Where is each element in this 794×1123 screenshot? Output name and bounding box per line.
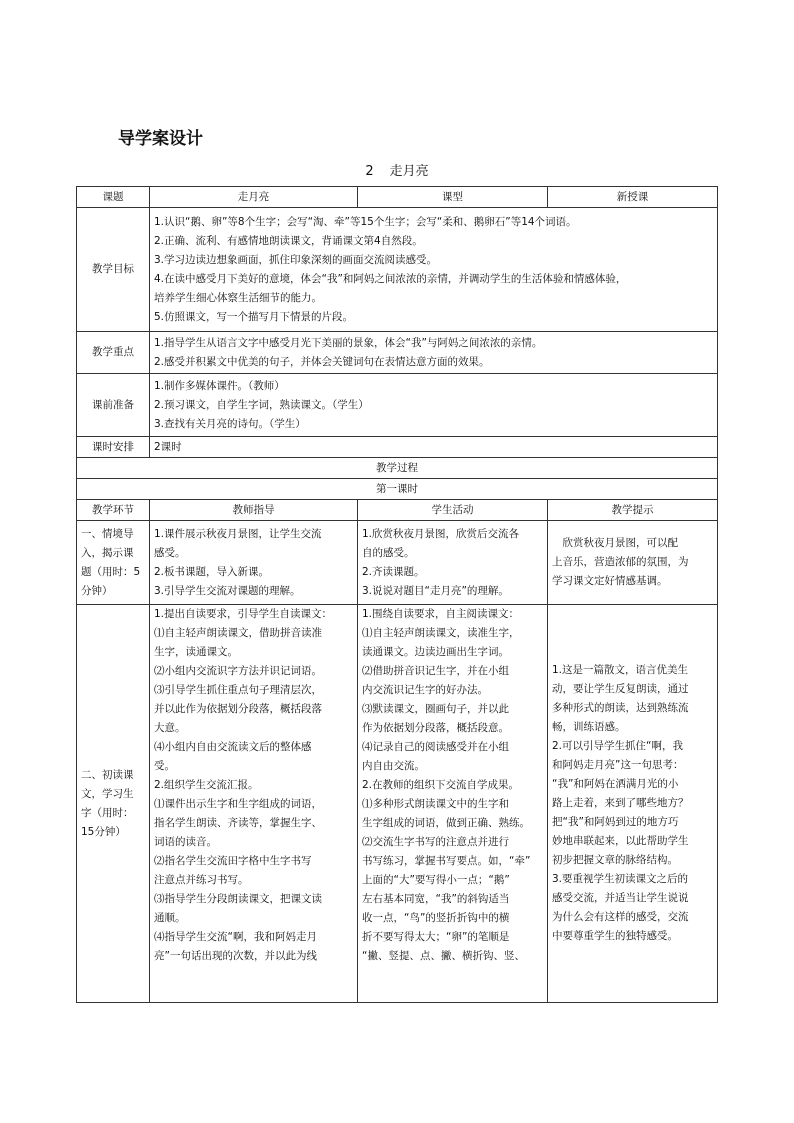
text-line: 4.在读中感受月下美好的意境，体会“我”和阿妈之间浓浓的亲情，并调动学生的生活体验和情感体验，	[154, 272, 627, 285]
text-line: 2.正确、流利、有感情地朗读课文，背诵课文第4自然段。	[154, 234, 423, 247]
step2-teacher	[150, 605, 358, 1003]
text-line: 分钟）	[81, 584, 113, 597]
text-line: 畅，训练语感。	[552, 721, 626, 733]
text-line: 为什么会有这样的感受，交流	[552, 911, 689, 923]
column-header-student: 学生活动	[358, 500, 548, 521]
text-line: 2.板书课题，导入新课。	[154, 565, 270, 578]
text-line: ⑵小组内交流识字方法并识记词语。	[154, 665, 322, 677]
topic-value: 走月亮	[150, 187, 358, 208]
text-line: 5.仿照课文，写一个描写月下情景的片段。	[154, 310, 354, 323]
key-points-row	[77, 332, 718, 374]
text-line: 左右基本同宽，“我”的斜钩适当	[362, 893, 510, 905]
text-line: 1.制作多媒体课件。（教师）	[154, 379, 285, 392]
text-line: ⑴自主轻声朗读课文，借助拼音读准	[154, 627, 322, 639]
text-line: 词语的读音。	[154, 836, 217, 848]
schedule-value: 2课时	[150, 437, 718, 458]
text-line: 中要尊重学生的独特感受。	[552, 930, 678, 942]
text-line: 入，揭示课	[81, 546, 134, 559]
goals-label: 教学目标	[77, 208, 150, 332]
step1-teacher	[150, 521, 358, 605]
column-header-step: 教学环节	[77, 500, 150, 521]
preparation-row	[77, 374, 718, 437]
text-line: 注意点并练习书写。	[154, 874, 249, 886]
lesson-title: 走月亮	[389, 164, 429, 179]
text-line: 3.说说对题目“走月亮”的理解。	[362, 584, 509, 597]
text-line: ⑷记录自己的阅读感受并在小组	[362, 741, 509, 753]
text-line: 1.认识“鹅、卵”等8个生字；会写“淘、牵”等15个生字；会写“柔和、鹅卵石”等14个词语。	[154, 215, 577, 228]
process-heading-row	[77, 458, 718, 479]
text-line: 自的感受。	[362, 546, 415, 559]
text-line: 指名学生朗读、齐读等，掌握生字、	[154, 817, 322, 829]
text-line: 二、初读课	[81, 768, 134, 781]
text-line: “撇、竖提、点、撇、横折钩、竖、	[362, 950, 525, 962]
text-line: 初步把握文章的脉络结构。	[552, 854, 678, 866]
text-line: 3.要重视学生初读课文之后的	[552, 873, 689, 885]
text-line: 3.查找有关月亮的诗句。（学生）	[154, 417, 306, 430]
text-line: 生字组成的词语，做到正确、熟练。	[362, 817, 530, 829]
column-header-row	[77, 500, 718, 521]
text-line: 亮”一句话出现的次数，并以此为线	[154, 950, 317, 962]
text-line: 一、情境导	[81, 527, 134, 540]
text-line: 15分钟）	[81, 825, 126, 838]
schedule-label: 课时安排	[77, 437, 150, 458]
text-line: 题（用时：5	[81, 565, 141, 578]
text-line: 欣赏秋夜月景图，可以配	[552, 537, 678, 549]
text-line: 文，学习生	[81, 787, 134, 800]
text-line: 1.指导学生从语言文字中感受月光下美丽的景象，体会“我”与阿妈之间浓浓的亲情。	[154, 336, 543, 349]
text-line: 收一点，“鸟”的竖折折钩中的横	[362, 912, 510, 924]
text-line: 内自由交流。	[362, 760, 425, 772]
step1-name	[77, 521, 150, 605]
step2-row	[77, 605, 718, 1003]
text-line: “我”和阿妈在洒满月光的小	[552, 778, 679, 790]
text-line: 1.课件展示秋夜月景图，让学生交流	[154, 527, 322, 540]
text-line: 路上走着，来到了哪些地方？	[552, 797, 689, 809]
lesson-heading	[0, 160, 794, 179]
text-line: ⑴多种形式朗读课文中的生字和	[362, 798, 509, 810]
text-line: 作为依据划分段落，概括段意。	[362, 722, 509, 734]
step2-tips	[548, 605, 718, 1003]
text-line: 妙地串联起来，以此帮助学生	[552, 835, 689, 847]
text-line: 2.预习课文，自学生字词，熟读课文。（学生）	[154, 398, 369, 411]
text-line: ⑷小组内自由交流读文后的整体感	[154, 741, 312, 753]
text-line: 书写练习，掌握书写要点。如，“牵”	[362, 855, 531, 867]
lesson-number: 2	[365, 164, 374, 179]
text-line: 受。	[154, 760, 175, 772]
type-label: 课型	[358, 187, 548, 208]
text-line: 2.在教师的组织下交流自学成果。	[362, 779, 520, 791]
text-line: 1.这是一篇散文，语言优美生	[552, 664, 689, 676]
text-line: 通顺。	[154, 912, 186, 924]
text-line: 2.感受并积累文中优美的句子，并体会关键词句在表情达意方面的效果。	[154, 355, 490, 368]
lesson-plan-table	[76, 186, 718, 1003]
text-line: 折不要写得太大；“卵”的笔顺是	[362, 931, 510, 943]
text-line: 1.围绕自读要求，自主阅读课文：	[362, 608, 520, 620]
text-line: ⑵指名学生交流田字格中生字书写	[154, 855, 312, 867]
preparation-content	[150, 374, 718, 437]
text-line: 3.学习边读边想象画面，抓住印象深刻的画面交流阅读感受。	[154, 253, 438, 266]
info-row	[77, 187, 718, 208]
step2-name	[77, 605, 150, 1003]
text-line: 3.引导学生交流对课题的理解。	[154, 584, 301, 597]
period-heading: 第一课时	[77, 479, 718, 500]
text-line: 动，要让学生反复朗读，通过	[552, 683, 689, 695]
step1-row	[77, 521, 718, 605]
text-line: 2.齐读课题。	[362, 565, 425, 578]
text-line: 2.组织学生交流汇报。	[154, 779, 259, 791]
step1-student	[358, 521, 548, 605]
document-title: 导学案设计	[118, 129, 203, 149]
text-line: ⑷指导学生交流“啊，我和阿妈走月	[154, 931, 317, 943]
goals-content	[150, 208, 718, 332]
text-line: ⑶默读课文，圈画句子，并以此	[362, 703, 509, 715]
text-line: 2.可以引导学生抓住“啊，我	[552, 740, 683, 752]
text-line: 把“我”和阿妈到过的地方巧	[552, 816, 679, 828]
text-line: 上音乐，营造浓郁的氛围，为	[552, 556, 689, 568]
topic-label: 课题	[77, 187, 150, 208]
column-header-tips: 教学提示	[548, 500, 718, 521]
text-line: 和阿妈走月亮”这一句思考：	[552, 759, 684, 771]
text-line: 感受。	[154, 546, 186, 559]
text-line: 1.欣赏秋夜月景图，欣赏后交流各	[362, 527, 520, 540]
key-points-label: 教学重点	[77, 332, 150, 374]
text-line: 并以此作为依据划分段落，概括段落	[154, 703, 322, 715]
column-header-teacher: 教师指导	[150, 500, 358, 521]
text-line: 感受交流，并适当让学生说说	[552, 892, 689, 904]
text-line: 上面的“大”要写得小一点；“鹅”	[362, 874, 510, 886]
text-line: 1.提出自读要求，引导学生自读课文：	[154, 608, 333, 620]
text-line: ⑵交流生字书写的注意点并进行	[362, 836, 509, 848]
text-line: ⑴课件出示生字和生字组成的词语，	[154, 798, 322, 810]
key-points-content	[150, 332, 718, 374]
process-heading: 教学过程	[77, 458, 718, 479]
period-heading-row	[77, 479, 718, 500]
text-line: ⑴自主轻声朗读课文，读准生字，	[362, 627, 520, 639]
text-line: 内交流识记生字的好办法。	[362, 684, 488, 696]
step2-student	[358, 605, 548, 1003]
text-line: 多种形式的朗读，达到熟练流	[552, 702, 689, 714]
text-line: 生字，读通课文。	[154, 646, 238, 658]
schedule-row	[77, 437, 718, 458]
text-line: ⑶指导学生分段朗读课文，把课文读	[154, 893, 322, 905]
text-line: 大意。	[154, 722, 186, 734]
text-line: 字（用时：	[81, 806, 134, 819]
text-line: 读通课文。边读边画出生字词。	[362, 646, 509, 658]
type-value: 新授课	[548, 187, 718, 208]
preparation-label: 课前准备	[77, 374, 150, 437]
text-line: 学习课文定好情感基调。	[552, 575, 668, 587]
step1-tips	[548, 521, 718, 605]
goals-row	[77, 208, 718, 332]
text-line: ⑶引导学生抓住重点句子理清层次，	[154, 684, 322, 696]
text-line: ⑵借助拼音识记生字，并在小组	[362, 665, 509, 677]
text-line: 培养学生细心体察生活细节的能力。	[154, 291, 322, 304]
